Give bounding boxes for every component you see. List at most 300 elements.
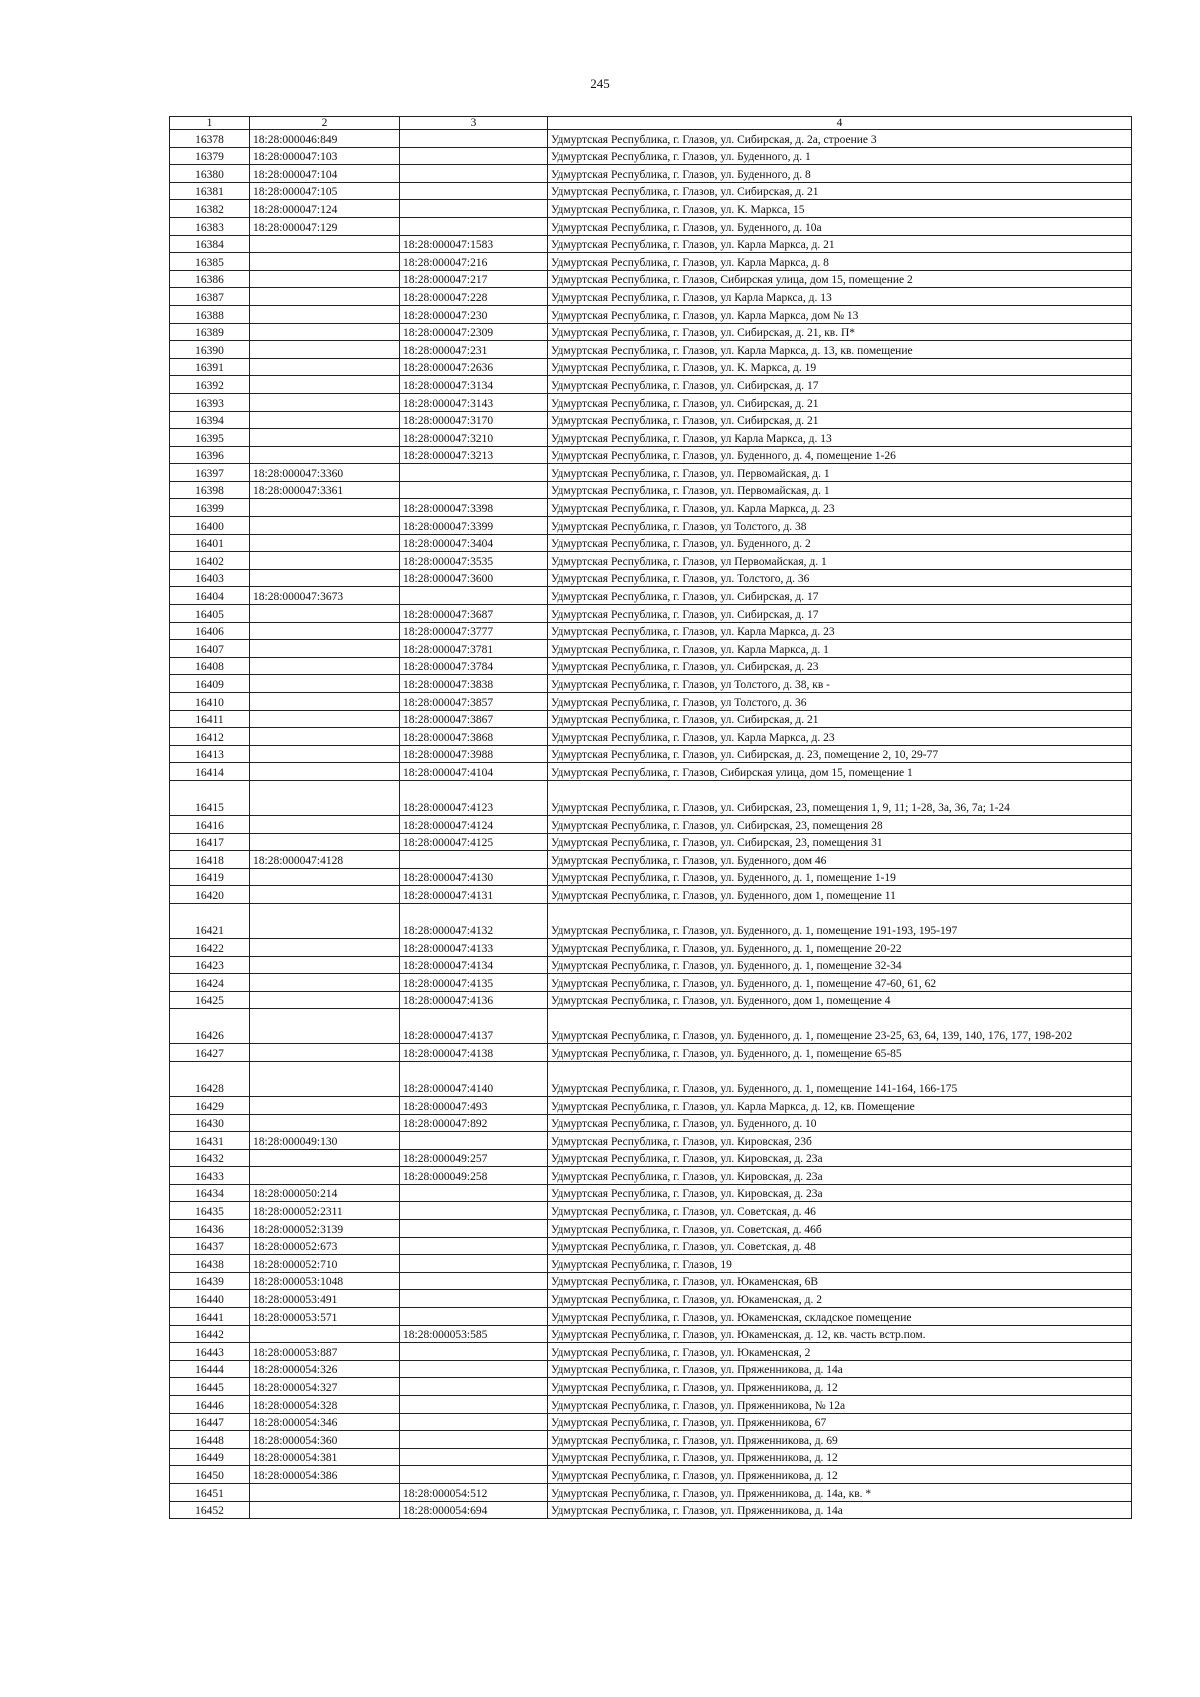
address: Удмуртская Республика, г. Глазов, ул. Сибирская, д. 23, помещение 2, 10, 29-77 [548, 745, 1132, 763]
table-row [170, 710, 1132, 728]
address: Удмуртская Республика, г. Глазов, ул. Кировская, д. 23а [548, 1184, 1132, 1202]
table-row [170, 1396, 1132, 1414]
row-number: 16404 [170, 587, 250, 605]
table-row [170, 499, 1132, 517]
object-cadastral-number: 18:28:000047:4123 [400, 780, 548, 815]
table-row [170, 1360, 1132, 1378]
header-col-1: 1 [170, 117, 250, 130]
row-number: 16447 [170, 1413, 250, 1431]
address: Удмуртская Республика, г. Глазов, ул. Буденного, д. 10 [548, 1114, 1132, 1132]
object-cadastral-number: 18:28:000047:4104 [400, 763, 548, 781]
row-number: 16399 [170, 499, 250, 517]
table-row [170, 587, 1132, 605]
address: Удмуртская Республика, г. Глазов, ул Толстого, д. 38, кв - [548, 675, 1132, 693]
land-cadastral-number [250, 868, 400, 886]
row-number: 16393 [170, 393, 250, 411]
row-number: 16412 [170, 728, 250, 746]
object-cadastral-number: 18:28:000047:892 [400, 1114, 548, 1132]
table-row [170, 1325, 1132, 1343]
address: Удмуртская Республика, г. Глазов, ул. Юкаменская, 6В [548, 1272, 1132, 1290]
table-row [170, 323, 1132, 341]
land-cadastral-number [250, 693, 400, 711]
header-row [170, 117, 1132, 130]
land-cadastral-number: 18:28:000047:3673 [250, 587, 400, 605]
object-cadastral-number: 18:28:000047:3398 [400, 499, 548, 517]
object-cadastral-number: 18:28:000053:585 [400, 1325, 548, 1343]
land-cadastral-number: 18:28:000053:571 [250, 1308, 400, 1326]
table-row [170, 517, 1132, 535]
object-cadastral-number: 18:28:000047:3988 [400, 745, 548, 763]
address: Удмуртская Республика, г. Глазов, ул. Буденного, дом 46 [548, 851, 1132, 869]
row-number: 16449 [170, 1448, 250, 1466]
row-number: 16423 [170, 956, 250, 974]
object-cadastral-number [400, 1237, 548, 1255]
object-cadastral-number: 18:28:000047:3868 [400, 728, 548, 746]
land-cadastral-number [250, 552, 400, 570]
row-number: 16431 [170, 1132, 250, 1150]
land-cadastral-number [250, 763, 400, 781]
table-row [170, 745, 1132, 763]
row-number: 16401 [170, 534, 250, 552]
address: Удмуртская Республика, г. Глазов, ул. Сибирская, д. 21 [548, 393, 1132, 411]
address: Удмуртская Республика, г. Глазов, ул. Буденного, д. 1, помещение 47-60, 61, 62 [548, 974, 1132, 992]
row-number: 16440 [170, 1290, 250, 1308]
table-row [170, 1202, 1132, 1220]
address: Удмуртская Республика, г. Глазов, ул. Пряженникова, д. 12 [548, 1466, 1132, 1484]
address: Удмуртская Республика, г. Глазов, ул. Сибирская, д. 2а, строение 3 [548, 130, 1132, 148]
row-number: 16426 [170, 1009, 250, 1044]
land-cadastral-number: 18:28:000052:2311 [250, 1202, 400, 1220]
table-row [170, 1114, 1132, 1132]
land-cadastral-number: 18:28:000050:214 [250, 1184, 400, 1202]
table-row [170, 376, 1132, 394]
address: Удмуртская Республика, г. Глазов, ул. Юкаменская, 2 [548, 1343, 1132, 1361]
table-row [170, 358, 1132, 376]
address: Удмуртская Республика, г. Глазов, ул. Сибирская, д. 21 [548, 182, 1132, 200]
table-row [170, 991, 1132, 1009]
row-number: 16381 [170, 182, 250, 200]
table-row [170, 200, 1132, 218]
object-cadastral-number: 18:28:000047:4136 [400, 991, 548, 1009]
land-cadastral-number [250, 886, 400, 904]
address: Удмуртская Республика, г. Глазов, ул. Буденного, д. 1, помещение 141-164, 166-175 [548, 1061, 1132, 1096]
row-number: 16438 [170, 1255, 250, 1273]
land-cadastral-number: 18:28:000054:326 [250, 1360, 400, 1378]
object-cadastral-number: 18:28:000047:4125 [400, 833, 548, 851]
land-cadastral-number: 18:28:000047:3361 [250, 481, 400, 499]
row-number: 16428 [170, 1061, 250, 1096]
row-number: 16421 [170, 903, 250, 938]
land-cadastral-number: 18:28:000047:129 [250, 217, 400, 235]
row-number: 16425 [170, 991, 250, 1009]
address: Удмуртская Республика, г. Глазов, ул. К. Маркса, 15 [548, 200, 1132, 218]
object-cadastral-number: 18:28:000047:3777 [400, 622, 548, 640]
row-number: 16444 [170, 1360, 250, 1378]
row-number: 16442 [170, 1325, 250, 1343]
row-number: 16430 [170, 1114, 250, 1132]
table-row [170, 411, 1132, 429]
row-number: 16433 [170, 1167, 250, 1185]
row-number: 16395 [170, 429, 250, 447]
land-cadastral-number [250, 393, 400, 411]
table-row [170, 429, 1132, 447]
address: Удмуртская Республика, г. Глазов, ул. Пряженникова, д. 12 [548, 1448, 1132, 1466]
object-cadastral-number: 18:28:000047:3210 [400, 429, 548, 447]
land-cadastral-number: 18:28:000054:346 [250, 1413, 400, 1431]
object-cadastral-number [400, 1413, 548, 1431]
object-cadastral-number [400, 1448, 548, 1466]
table-row [170, 235, 1132, 253]
table-row [170, 182, 1132, 200]
address: Удмуртская Республика, г. Глазов, Сибирская улица, дом 15, помещение 1 [548, 763, 1132, 781]
row-number: 16398 [170, 481, 250, 499]
address: Удмуртская Республика, г. Глазов, ул. Буденного, дом 1, помещение 4 [548, 991, 1132, 1009]
address: Удмуртская Республика, г. Глазов, ул. Пряженникова, № 12а [548, 1396, 1132, 1414]
land-cadastral-number: 18:28:000046:849 [250, 130, 400, 148]
row-number: 16391 [170, 358, 250, 376]
row-number: 16408 [170, 657, 250, 675]
land-cadastral-number [250, 833, 400, 851]
table-row [170, 217, 1132, 235]
address: Удмуртская Республика, г. Глазов, ул. Советская, д. 46б [548, 1220, 1132, 1238]
table-row [170, 1343, 1132, 1361]
row-number: 16390 [170, 341, 250, 359]
address: Удмуртская Республика, г. Глазов, ул. Карла Маркса, д. 1 [548, 640, 1132, 658]
address: Удмуртская Республика, г. Глазов, ул. Буденного, д. 4, помещение 1-26 [548, 446, 1132, 464]
address: Удмуртская Республика, г. Глазов, ул. Сибирская, д. 21 [548, 411, 1132, 429]
row-number: 16419 [170, 868, 250, 886]
table-row [170, 605, 1132, 623]
land-cadastral-number [250, 1044, 400, 1062]
object-cadastral-number: 18:28:000047:3600 [400, 569, 548, 587]
land-cadastral-number [250, 657, 400, 675]
table-row [170, 393, 1132, 411]
land-cadastral-number [250, 956, 400, 974]
table-row [170, 903, 1132, 938]
object-cadastral-number: 18:28:000047:4133 [400, 938, 548, 956]
row-number: 16437 [170, 1237, 250, 1255]
object-cadastral-number [400, 1343, 548, 1361]
address: Удмуртская Республика, г. Глазов, ул. Пряженникова, д. 14а [548, 1501, 1132, 1519]
object-cadastral-number: 18:28:000047:4124 [400, 815, 548, 833]
land-cadastral-number [250, 341, 400, 359]
land-cadastral-number [250, 622, 400, 640]
page-number: 245 [590, 76, 610, 91]
object-cadastral-number [400, 147, 548, 165]
row-number: 16446 [170, 1396, 250, 1414]
land-cadastral-number: 18:28:000054:328 [250, 1396, 400, 1414]
table-row [170, 446, 1132, 464]
address: Удмуртская Республика, г. Глазов, ул. Сибирская, 23, помещения 1, 9, 11; 1-28, 3а, 36, 7а; 1-24 [548, 780, 1132, 815]
row-number: 16407 [170, 640, 250, 658]
table-row [170, 1378, 1132, 1396]
row-number: 16410 [170, 693, 250, 711]
land-cadastral-number [250, 1096, 400, 1114]
address: Удмуртская Республика, г. Глазов, ул. Пряженникова, д. 14а [548, 1360, 1132, 1378]
land-cadastral-number: 18:28:000053:1048 [250, 1272, 400, 1290]
object-cadastral-number: 18:28:000054:694 [400, 1501, 548, 1519]
land-cadastral-number [250, 903, 400, 938]
table-row [170, 1255, 1132, 1273]
row-number: 16435 [170, 1202, 250, 1220]
row-number: 16394 [170, 411, 250, 429]
table-row [170, 622, 1132, 640]
object-cadastral-number: 18:28:000047:217 [400, 270, 548, 288]
table-row [170, 1431, 1132, 1449]
land-cadastral-number: 18:28:000052:3139 [250, 1220, 400, 1238]
table-row [170, 341, 1132, 359]
object-cadastral-number [400, 1202, 548, 1220]
table-row [170, 657, 1132, 675]
address: Удмуртская Республика, г. Глазов, ул. Сибирская, 23, помещения 31 [548, 833, 1132, 851]
land-cadastral-number [250, 305, 400, 323]
address: Удмуртская Республика, г. Глазов, ул. Буденного, д. 1, помещение 191-193, 195-197 [548, 903, 1132, 938]
address: Удмуртская Республика, г. Глазов, ул. Сибирская, д. 23 [548, 657, 1132, 675]
object-cadastral-number: 18:28:000047:216 [400, 253, 548, 271]
object-cadastral-number: 18:28:000047:4140 [400, 1061, 548, 1096]
object-cadastral-number: 18:28:000047:2309 [400, 323, 548, 341]
row-number: 16397 [170, 464, 250, 482]
row-number: 16439 [170, 1272, 250, 1290]
row-number: 16436 [170, 1220, 250, 1238]
row-number: 16382 [170, 200, 250, 218]
address: Удмуртская Республика, г. Глазов, ул. Первомайская, д. 1 [548, 481, 1132, 499]
address: Удмуртская Республика, г. Глазов, ул. Карла Маркса, д. 8 [548, 253, 1132, 271]
object-cadastral-number: 18:28:000047:3143 [400, 393, 548, 411]
row-number: 16402 [170, 552, 250, 570]
address: Удмуртская Республика, г. Глазов, ул. Буденного, дом 1, помещение 11 [548, 886, 1132, 904]
land-cadastral-number: 18:28:000054:386 [250, 1466, 400, 1484]
table-row [170, 1167, 1132, 1185]
address: Удмуртская Республика, г. Глазов, ул. Сибирская, 23, помещения 28 [548, 815, 1132, 833]
table-row [170, 1466, 1132, 1484]
object-cadastral-number [400, 1466, 548, 1484]
address: Удмуртская Республика, г. Глазов, ул Первомайская, д. 1 [548, 552, 1132, 570]
table-row [170, 868, 1132, 886]
table-row [170, 1501, 1132, 1519]
land-cadastral-number [250, 1483, 400, 1501]
address: Удмуртская Республика, г. Глазов, ул. Юкаменская, д. 12, кв. часть встр.пом. [548, 1325, 1132, 1343]
table-row [170, 1483, 1132, 1501]
table-row [170, 956, 1132, 974]
table-row [170, 675, 1132, 693]
address: Удмуртская Республика, г. Глазов, ул. Буденного, д. 1, помещение 32-34 [548, 956, 1132, 974]
object-cadastral-number: 18:28:000047:1583 [400, 235, 548, 253]
object-cadastral-number: 18:28:000047:3867 [400, 710, 548, 728]
row-number: 16434 [170, 1184, 250, 1202]
land-cadastral-number: 18:28:000047:3360 [250, 464, 400, 482]
table-row [170, 780, 1132, 815]
land-cadastral-number [250, 534, 400, 552]
row-number: 16403 [170, 569, 250, 587]
row-number: 16406 [170, 622, 250, 640]
address: Удмуртская Республика, г. Глазов, ул Толстого, д. 36 [548, 693, 1132, 711]
object-cadastral-number [400, 130, 548, 148]
land-cadastral-number [250, 429, 400, 447]
table-row [170, 147, 1132, 165]
object-cadastral-number: 18:28:000049:257 [400, 1149, 548, 1167]
row-number: 16411 [170, 710, 250, 728]
address: Удмуртская Республика, г. Глазов, ул Карла Маркса, д. 13 [548, 429, 1132, 447]
address: Удмуртская Республика, г. Глазов, Сибирская улица, дом 15, помещение 2 [548, 270, 1132, 288]
table-row [170, 165, 1132, 183]
object-cadastral-number [400, 1360, 548, 1378]
table-row [170, 1184, 1132, 1202]
land-cadastral-number [250, 974, 400, 992]
land-cadastral-number [250, 1149, 400, 1167]
land-cadastral-number [250, 1501, 400, 1519]
table-row [170, 974, 1132, 992]
address: Удмуртская Республика, г. Глазов, ул. Буденного, д. 1, помещение 20-22 [548, 938, 1132, 956]
address: Удмуртская Республика, г. Глазов, ул. Буденного, д. 10а [548, 217, 1132, 235]
object-cadastral-number: 18:28:000047:4134 [400, 956, 548, 974]
land-cadastral-number [250, 1325, 400, 1343]
row-number: 16386 [170, 270, 250, 288]
header-col-2: 2 [250, 117, 400, 130]
address: Удмуртская Республика, г. Глазов, ул. Сибирская, д. 21 [548, 710, 1132, 728]
row-number: 16427 [170, 1044, 250, 1062]
land-cadastral-number: 18:28:000047:103 [250, 147, 400, 165]
land-cadastral-number: 18:28:000054:381 [250, 1448, 400, 1466]
table-row [170, 1448, 1132, 1466]
table-row [170, 640, 1132, 658]
table-row [170, 305, 1132, 323]
row-number: 16392 [170, 376, 250, 394]
row-number: 16409 [170, 675, 250, 693]
object-cadastral-number: 18:28:000047:3134 [400, 376, 548, 394]
land-cadastral-number [250, 640, 400, 658]
address: Удмуртская Республика, г. Глазов, ул Карла Маркса, д. 13 [548, 288, 1132, 306]
row-number: 16388 [170, 305, 250, 323]
land-cadastral-number [250, 270, 400, 288]
row-number: 16384 [170, 235, 250, 253]
object-cadastral-number: 18:28:000047:230 [400, 305, 548, 323]
table-row [170, 1044, 1132, 1062]
table-row [170, 481, 1132, 499]
land-cadastral-number [250, 938, 400, 956]
object-cadastral-number: 18:28:000047:2636 [400, 358, 548, 376]
row-number: 16383 [170, 217, 250, 235]
object-cadastral-number: 18:28:000047:493 [400, 1096, 548, 1114]
table-row [170, 1220, 1132, 1238]
address: Удмуртская Республика, г. Глазов, ул. Буденного, д. 1, помещение 23-25, 63, 64, 139, 140, 176, 177, 198-202 [548, 1009, 1132, 1044]
address: Удмуртская Республика, г. Глазов, ул. Буденного, д. 1, помещение 65-85 [548, 1044, 1132, 1062]
row-number: 16389 [170, 323, 250, 341]
object-cadastral-number: 18:28:000047:228 [400, 288, 548, 306]
address: Удмуртская Республика, г. Глазов, ул. Буденного, д. 1 [548, 147, 1132, 165]
row-number: 16429 [170, 1096, 250, 1114]
object-cadastral-number [400, 1132, 548, 1150]
address: Удмуртская Республика, г. Глазов, ул. Карла Маркса, д. 21 [548, 235, 1132, 253]
address: Удмуртская Республика, г. Глазов, ул. Юкаменская, д. 2 [548, 1290, 1132, 1308]
object-cadastral-number: 18:28:000047:3213 [400, 446, 548, 464]
table-row [170, 288, 1132, 306]
table-row [170, 833, 1132, 851]
row-number: 16452 [170, 1501, 250, 1519]
land-cadastral-number [250, 569, 400, 587]
object-cadastral-number [400, 1431, 548, 1449]
address: Удмуртская Республика, г. Глазов, ул. Советская, д. 46 [548, 1202, 1132, 1220]
land-cadastral-number: 18:28:000053:491 [250, 1290, 400, 1308]
address: Удмуртская Республика, г. Глазов, ул. Пряженникова, д. 14а, кв. * [548, 1483, 1132, 1501]
land-cadastral-number [250, 358, 400, 376]
row-number: 16448 [170, 1431, 250, 1449]
land-cadastral-number [250, 1167, 400, 1185]
row-number: 16378 [170, 130, 250, 148]
row-number: 16385 [170, 253, 250, 271]
address: Удмуртская Республика, г. Глазов, ул. Пряженникова, д. 69 [548, 1431, 1132, 1449]
land-cadastral-number: 18:28:000054:327 [250, 1378, 400, 1396]
object-cadastral-number [400, 481, 548, 499]
table-row [170, 1308, 1132, 1326]
address: Удмуртская Республика, г. Глазов, ул. Кировская, 23б [548, 1132, 1132, 1150]
table-row [170, 1272, 1132, 1290]
table-header [170, 117, 1132, 130]
land-cadastral-number [250, 1114, 400, 1132]
object-cadastral-number: 18:28:000054:512 [400, 1483, 548, 1501]
table-row [170, 886, 1132, 904]
land-cadastral-number [250, 815, 400, 833]
row-number: 16432 [170, 1149, 250, 1167]
land-cadastral-number [250, 780, 400, 815]
table-row [170, 763, 1132, 781]
row-number: 16416 [170, 815, 250, 833]
table-row [170, 815, 1132, 833]
object-cadastral-number: 18:28:000047:4135 [400, 974, 548, 992]
address: Удмуртская Республика, г. Глазов, ул. Кировская, д. 23а [548, 1149, 1132, 1167]
object-cadastral-number [400, 1255, 548, 1273]
land-cadastral-number [250, 991, 400, 1009]
address: Удмуртская Республика, г. Глазов, ул. Карла Маркса, д. 13, кв. помещение [548, 341, 1132, 359]
table-body [170, 130, 1132, 1519]
table-row [170, 1132, 1132, 1150]
object-cadastral-number [400, 200, 548, 218]
land-cadastral-number [250, 710, 400, 728]
address: Удмуртская Республика, г. Глазов, ул. Сибирская, д. 17 [548, 605, 1132, 623]
table-row [170, 938, 1132, 956]
land-cadastral-number [250, 411, 400, 429]
land-cadastral-number: 18:28:000047:124 [250, 200, 400, 218]
row-number: 16405 [170, 605, 250, 623]
object-cadastral-number [400, 182, 548, 200]
object-cadastral-number [400, 165, 548, 183]
address: Удмуртская Республика, г. Глазов, ул Толстого, д. 38 [548, 517, 1132, 535]
address: Удмуртская Республика, г. Глазов, ул. Карла Маркса, д. 23 [548, 499, 1132, 517]
row-number: 16422 [170, 938, 250, 956]
table-row [170, 534, 1132, 552]
land-cadastral-number [250, 499, 400, 517]
address: Удмуртская Республика, г. Глазов, ул. Буденного, д. 8 [548, 165, 1132, 183]
table-row [170, 1290, 1132, 1308]
table-row [170, 1061, 1132, 1096]
address: Удмуртская Республика, г. Глазов, ул. Юкаменская, складское помещение [548, 1308, 1132, 1326]
row-number: 16414 [170, 763, 250, 781]
table-row [170, 464, 1132, 482]
object-cadastral-number: 18:28:000047:3784 [400, 657, 548, 675]
table-row [170, 1413, 1132, 1431]
row-number: 16415 [170, 780, 250, 815]
land-cadastral-number [250, 1009, 400, 1044]
land-cadastral-number: 18:28:000047:4128 [250, 851, 400, 869]
address: Удмуртская Республика, г. Глазов, ул. Пряженникова, д. 12 [548, 1378, 1132, 1396]
row-number: 16443 [170, 1343, 250, 1361]
land-cadastral-number [250, 745, 400, 763]
table-row [170, 253, 1132, 271]
row-number: 16413 [170, 745, 250, 763]
table-row [170, 1149, 1132, 1167]
row-number: 16417 [170, 833, 250, 851]
object-cadastral-number [400, 1396, 548, 1414]
